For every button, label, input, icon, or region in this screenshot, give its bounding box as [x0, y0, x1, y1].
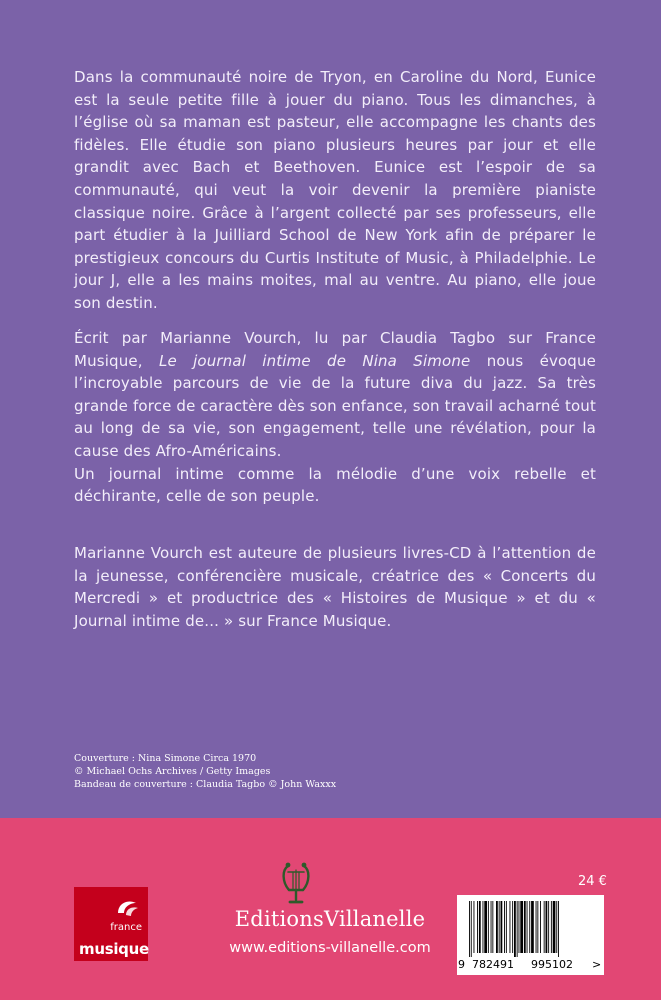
- presentation-text-end: nous évoque l’incroyable parcours de vie de la future diva du jazz. Sa très grande force de caractère dès son enfance, son travail acharné tout au long de sa vie, son engagement, telle une révélation, pour la cause des Afro-Américains.: [74, 351, 597, 460]
- credit-line-cover: Couverture : Nina Simone Circa 1970: [74, 753, 257, 764]
- france-musique-logo-big: musique: [79, 940, 149, 958]
- presentation-paragraph: [74, 327, 596, 508]
- presentation-closing: Un journal intime comme la mélodie d’une voix rebelle et déchirante, celle de son peuple.: [74, 464, 596, 506]
- publisher-name: EditionsVillanelle: [234, 907, 426, 931]
- author-bio: [74, 542, 596, 632]
- price-label: 24 €: [578, 874, 607, 889]
- barcode-group-2: 995102: [531, 958, 573, 971]
- credit-line-archives: © Michael Ochs Archives / Getty Images: [74, 766, 271, 777]
- photo-credits: [74, 752, 336, 791]
- synopsis-text: Dans la communauté noire de Tryon, en Caroline du Nord, Eunice est la seule petite fille à jouer du piano. Tous les dimanches, à l’église où sa maman est pasteur, elle accompagne les chants des fidèles. Elle étudie son piano plusieurs heures par jour et elle grandit avec Bach et Beethoven. Eunice est l’espoir de sa communauté, qui veut la voir devenir la première pianiste classique noire. Grâce à l’argent collecté par ses professeurs, elle part étudier à la Juilliard School de New York afin de préparer le prestigieux concours du Curtis Institute of Music, à Philadelphie. Le jour J, elle a les mains moites, mal au ventre. Au piano, elle joue son destin.: [74, 68, 596, 312]
- book-title: Le journal intime de Nina Simone: [158, 351, 471, 370]
- barcode-first-digit: 9: [458, 958, 465, 971]
- presentation-text: [74, 327, 596, 463]
- barcode-bars: [467, 901, 594, 957]
- barcode: [457, 895, 604, 975]
- barcode-group-1: 782491: [472, 958, 514, 971]
- lyre-icon: [279, 860, 313, 906]
- france-musique-swirl-icon: [114, 895, 142, 921]
- credit-line-band: Bandeau de couverture : Claudia Tagbo © John Waxxx: [74, 779, 337, 790]
- author-bio-text: Marianne Vourch est auteure de plusieurs livres-CD à l’attention de la jeunesse, conférencière musicale, créatrice des « Concerts du Mercredi » et productrice des « Histoires de Musique » et du « Journal intime de... » sur France Musique.: [74, 544, 596, 630]
- barcode-arrow: >: [592, 958, 602, 971]
- presentation-text-start: Écrit par Marianne Vourch, lu par Claudia Tagbo sur France Musique,: [74, 329, 596, 370]
- france-musique-logo-small: france: [110, 922, 142, 933]
- synopsis-paragraph: [74, 66, 596, 315]
- france-musique-logo: [74, 887, 148, 961]
- publisher-website: www.editions-villanelle.com: [229, 940, 431, 956]
